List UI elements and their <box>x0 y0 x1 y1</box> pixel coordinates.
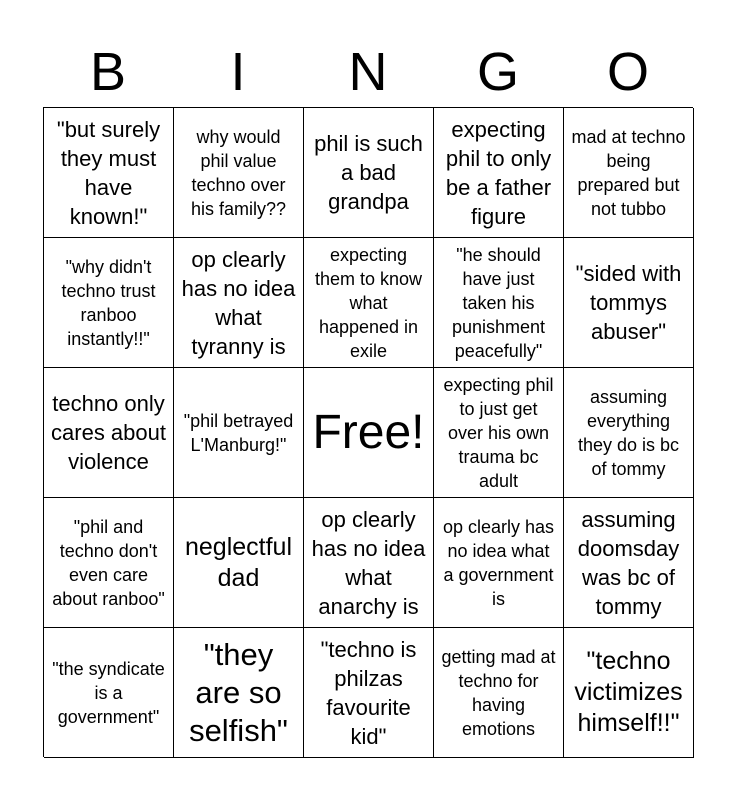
cell-text: assuming everything they do is bc of tommy <box>577 386 680 479</box>
cell-text: why would phil value techno over his family?? <box>190 126 287 219</box>
title-letter-g: G <box>476 42 519 102</box>
cell-text: "phil betrayed L'Manburg!" <box>183 410 294 455</box>
bingo-board <box>43 107 693 757</box>
cell-text: expecting phil to only be a father figure <box>445 116 552 229</box>
bingo-cell[interactable] <box>434 368 564 498</box>
cell-text: op clearly has no idea what anarchy is <box>311 506 426 619</box>
bingo-cell[interactable] <box>564 108 694 238</box>
cell-text: "why didn't techno trust ranboo instantly!!" <box>61 256 156 349</box>
cell-text: mad at techno being prepared but not tubbo <box>571 126 686 219</box>
bingo-cell[interactable] <box>304 628 434 758</box>
bingo-cell[interactable] <box>44 628 174 758</box>
bingo-cell[interactable] <box>174 498 304 628</box>
cell-text: "the syndicate is a government" <box>52 658 165 727</box>
cell-text: expecting phil to just get over his own trauma bc adult <box>443 374 554 491</box>
cell-text: op clearly has no idea what a government is <box>442 516 555 609</box>
cell-text: assuming doomsday was bc of tommy <box>577 506 680 619</box>
bingo-cell[interactable] <box>44 368 174 498</box>
bingo-cell[interactable] <box>564 628 694 758</box>
cell-text: "sided with tommys abuser" <box>575 261 682 344</box>
bingo-cell[interactable] <box>174 108 304 238</box>
title-letter-b: B <box>89 42 127 102</box>
bingo-cell[interactable] <box>44 238 174 368</box>
bingo-cell[interactable] <box>304 108 434 238</box>
bingo-cell[interactable] <box>174 628 304 758</box>
title-letter-i: I <box>230 42 246 102</box>
bingo-cell[interactable] <box>44 108 174 238</box>
cell-text: "they are so selfish" <box>189 636 288 748</box>
bingo-cell[interactable] <box>434 238 564 368</box>
cell-text: neglectful dad <box>184 532 293 592</box>
title-letter-n: N <box>348 42 388 102</box>
cell-text: "techno victimizes himself!!" <box>574 647 683 737</box>
bingo-cell[interactable] <box>434 628 564 758</box>
bingo-cell[interactable] <box>564 368 694 498</box>
bingo-cell[interactable] <box>564 238 694 368</box>
bingo-title <box>43 40 693 104</box>
cell-text: getting mad at techno for having emotions <box>441 646 556 739</box>
bingo-cell[interactable] <box>434 498 564 628</box>
cell-text: "he should have just taken his punishment peacefully" <box>451 244 546 361</box>
cell-text: phil is such a bad grandpa <box>314 131 423 214</box>
cell-text: "but surely they must have known!" <box>56 116 161 229</box>
bingo-cell[interactable] <box>174 368 304 498</box>
bingo-cell[interactable] <box>304 238 434 368</box>
bingo-cell[interactable] <box>304 498 434 628</box>
cell-text: "phil and techno don't even care about ranboo" <box>52 516 165 609</box>
cell-text: op clearly has no idea what tyranny is <box>181 246 296 359</box>
bingo-cell[interactable] <box>434 108 564 238</box>
bingo-cell[interactable] <box>174 238 304 368</box>
bingo-cell[interactable] <box>44 498 174 628</box>
free-space-cell[interactable] <box>304 368 434 498</box>
cell-text: techno only cares about violence <box>51 391 166 474</box>
bingo-cell[interactable] <box>564 498 694 628</box>
title-letter-o: O <box>606 42 649 102</box>
cell-text: expecting them to know what happened in exile <box>314 244 423 361</box>
cell-text: "techno is philzas favourite kid" <box>320 636 417 749</box>
free-space-text: Free! <box>312 405 425 459</box>
